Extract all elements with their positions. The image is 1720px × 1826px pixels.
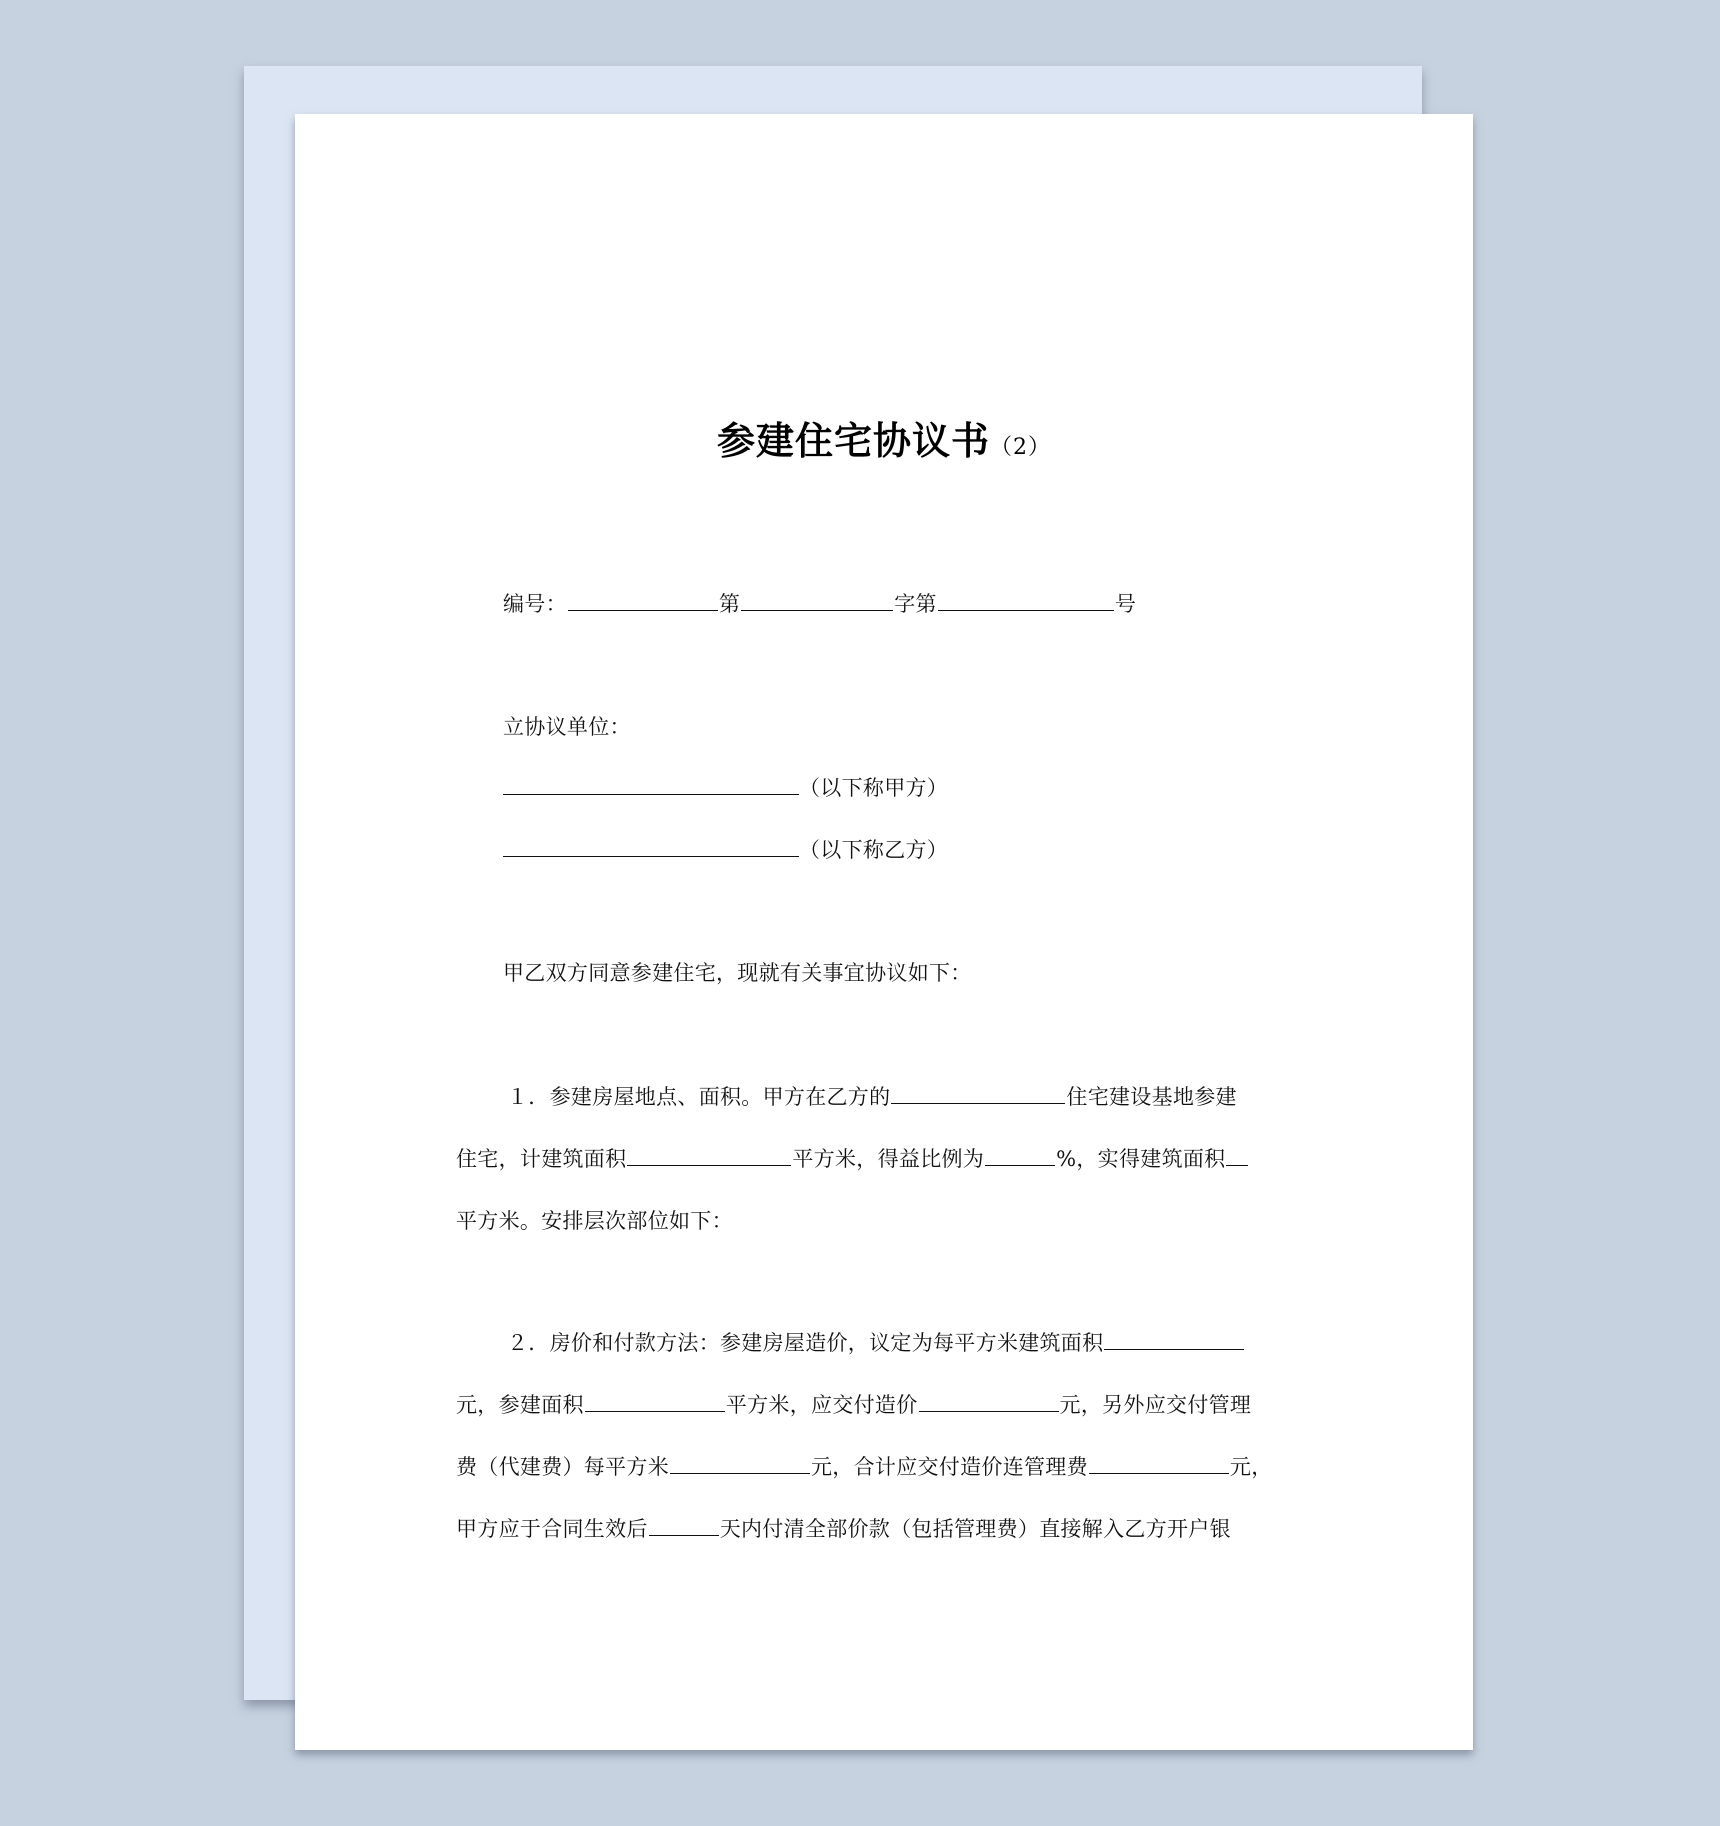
title-text: 参建住宅协议书 [716, 419, 990, 463]
clause2-text: 平方米，应交付造价 [725, 1393, 918, 1417]
title-suffix: （2） [990, 435, 1051, 460]
clause1-line3: 平方米。安排层次部位如下： [456, 1209, 733, 1233]
clause2-cost-blank[interactable] [919, 1391, 1059, 1412]
clause1-line1 [507, 1082, 1237, 1112]
clause2-days-blank[interactable] [649, 1515, 719, 1536]
party-b-suffix: （以下称乙方） [799, 838, 949, 862]
clause2-area-blank[interactable] [585, 1391, 725, 1412]
parties-label: 立协议单位： [503, 715, 631, 739]
clause2-line4 [456, 1514, 1231, 1544]
clause1-text: %，实得建筑面积 [1056, 1147, 1226, 1171]
clause2-text: 费（代建费）每平方米 [456, 1455, 669, 1479]
serial-text-di: 第 [718, 592, 741, 616]
clause1-text: １．参建房屋地点、面积。甲方在乙方的 [507, 1085, 891, 1109]
serial-blank-3[interactable] [938, 590, 1114, 611]
party-b-line [503, 835, 948, 865]
clause2-text: 甲方应于合同生效后 [456, 1517, 648, 1541]
clause2-unit-price-blank[interactable] [1104, 1329, 1244, 1350]
serial-blank-2[interactable] [741, 590, 893, 611]
clause2-line1 [507, 1328, 1245, 1358]
clause2-line3 [456, 1452, 1273, 1482]
party-a-suffix: （以下称甲方） [799, 776, 949, 800]
clause1-location-blank[interactable] [891, 1083, 1065, 1104]
clause1-area-blank[interactable] [627, 1145, 791, 1166]
party-a-line [503, 773, 948, 803]
clause2-text: 元，另外应交付管理 [1059, 1393, 1252, 1417]
clause1-text: 平方米，得益比例为 [792, 1147, 985, 1171]
clause2-total-blank[interactable] [1089, 1453, 1229, 1474]
document-page [295, 114, 1473, 1750]
clause2-text: 元，合计应交付造价连管理费 [811, 1455, 1088, 1479]
clause1-line2 [456, 1144, 1249, 1174]
clause1-ratio-blank[interactable] [985, 1145, 1055, 1166]
clause2-text: 元， [1229, 1455, 1273, 1479]
serial-text-hao: 号 [1114, 592, 1137, 616]
serial-number-line [503, 589, 1136, 619]
clause2-fee-blank[interactable] [670, 1453, 810, 1474]
clause2-text: 天内付清全部价款（包括管理费）直接解入乙方开户银 [719, 1517, 1231, 1541]
clause1-actual-area-blank[interactable] [1226, 1145, 1248, 1166]
serial-label: 编号： [503, 592, 567, 616]
clause2-line2 [456, 1390, 1251, 1420]
clause2-text: 元，参建面积 [456, 1393, 584, 1417]
party-a-blank[interactable] [503, 774, 799, 795]
clause2-text: ２．房价和付款方法：参建房屋造价，议定为每平方米建筑面积 [507, 1331, 1104, 1355]
clause1-text: 住宅，计建筑面积 [456, 1147, 627, 1171]
document-title [295, 410, 1473, 465]
party-b-blank[interactable] [503, 836, 799, 857]
serial-blank-1[interactable] [568, 590, 718, 611]
serial-text-zidi: 字第 [894, 592, 937, 616]
clause1-text: 住宅建设基地参建 [1066, 1085, 1237, 1109]
intro-paragraph: 甲乙双方同意参建住宅，现就有关事宜协议如下： [503, 961, 972, 985]
